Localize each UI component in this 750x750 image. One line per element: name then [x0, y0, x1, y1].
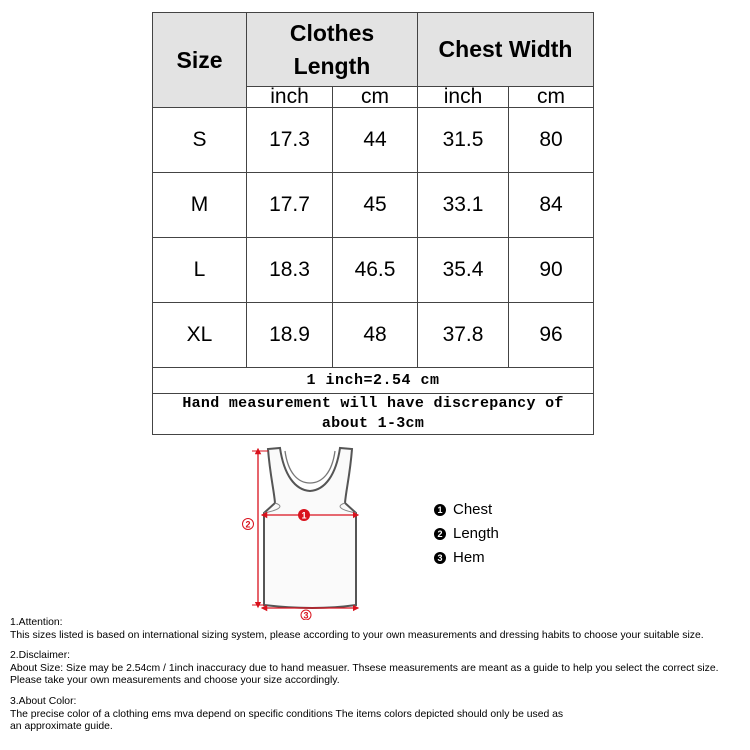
- note-about-color: [10, 696, 745, 734]
- size-cell: L: [153, 238, 247, 303]
- legend-number: 3: [434, 552, 446, 564]
- measurement-note-row: [153, 394, 594, 435]
- legend-label: Length: [453, 525, 499, 542]
- marker-chest-label: 1: [301, 510, 307, 521]
- note-title: 1.Attention:: [10, 617, 63, 628]
- table-header-row: [153, 13, 594, 87]
- legend-item-hem: [434, 546, 499, 570]
- size-cell: XL: [153, 303, 247, 368]
- chest-inch-cell: 31.5: [418, 108, 509, 173]
- length-inch-cell: 17.7: [247, 173, 333, 238]
- marker-hem-label: 3: [303, 610, 309, 620]
- table-row: [153, 238, 594, 303]
- size-chart-table: [152, 12, 594, 435]
- measurement-note-text: Hand measurement will have discrepancy of about 1-3cm: [182, 395, 564, 432]
- legend-number: 1: [434, 504, 446, 516]
- legend-label: Hem: [453, 549, 485, 566]
- note-line: About Size: Size may be 2.54cm / 1inch inaccuracy due to hand measuer. Thsese measurements are meant as a guide to help you select the correct size.: [10, 662, 719, 674]
- length-inch-cell: 17.3: [247, 108, 333, 173]
- chest-inch-cell: 33.1: [418, 173, 509, 238]
- size-cell: M: [153, 173, 247, 238]
- unit-cell: cm: [333, 87, 418, 108]
- length-inch-cell: 18.3: [247, 238, 333, 303]
- conversion-note: 1 inch=2.54 cm: [153, 368, 594, 394]
- legend-item-length: [434, 522, 499, 546]
- length-cm-cell: 48: [333, 303, 418, 368]
- conversion-note-row: [153, 368, 594, 394]
- measurement-note: [153, 394, 594, 435]
- note-line: This sizes listed is based on international sizing system, please according to your own measurements and dressing habits to choose your suitable size.: [10, 629, 704, 641]
- legend-item-chest: [434, 498, 499, 522]
- length-cm-cell: 45: [333, 173, 418, 238]
- diagram-legend: [434, 498, 499, 570]
- notes-section: [10, 617, 745, 742]
- length-inch-cell: 18.9: [247, 303, 333, 368]
- chest-cm-cell: 80: [509, 108, 594, 173]
- chest-inch-cell: 37.8: [418, 303, 509, 368]
- chest-cm-cell: 90: [509, 238, 594, 303]
- note-line: an approximate guide.: [10, 721, 113, 733]
- tank-top-outline: [264, 448, 356, 608]
- chest-cm-cell: 96: [509, 303, 594, 368]
- marker-length-label: 2: [245, 519, 251, 530]
- note-disclaimer: [10, 650, 745, 688]
- header-clothes-length: [247, 13, 418, 87]
- tank-top-diagram: [238, 445, 373, 620]
- marker-length: [243, 519, 254, 530]
- unit-cell: cm: [509, 87, 594, 108]
- chest-inch-cell: 35.4: [418, 238, 509, 303]
- marker-chest: [298, 509, 310, 521]
- length-cm-cell: 44: [333, 108, 418, 173]
- unit-cell: inch: [247, 87, 333, 108]
- note-line: The precise color of a clothing ems mva depend on specific conditions The items colors depicted should only be used as: [10, 708, 564, 720]
- legend-number: 2: [434, 528, 446, 540]
- note-title: 2.Disclaimer:: [10, 650, 71, 662]
- note-attention: [10, 617, 745, 642]
- chest-cm-cell: 84: [509, 173, 594, 238]
- unit-cell: inch: [418, 87, 509, 108]
- note-title: 3.About Color:: [10, 695, 77, 707]
- table-row: [153, 303, 594, 368]
- length-cm-cell: 46.5: [333, 238, 418, 303]
- note-line: Please take your own measurements and choose your size accordingly.: [10, 675, 340, 687]
- header-clothes-length-text: Clothes Length: [289, 19, 375, 79]
- header-size: Size: [153, 13, 247, 108]
- header-chest-width: Chest Width: [418, 13, 594, 87]
- legend-label: Chest: [453, 501, 493, 518]
- table-row: [153, 108, 594, 173]
- table-row: [153, 173, 594, 238]
- size-cell: S: [153, 108, 247, 173]
